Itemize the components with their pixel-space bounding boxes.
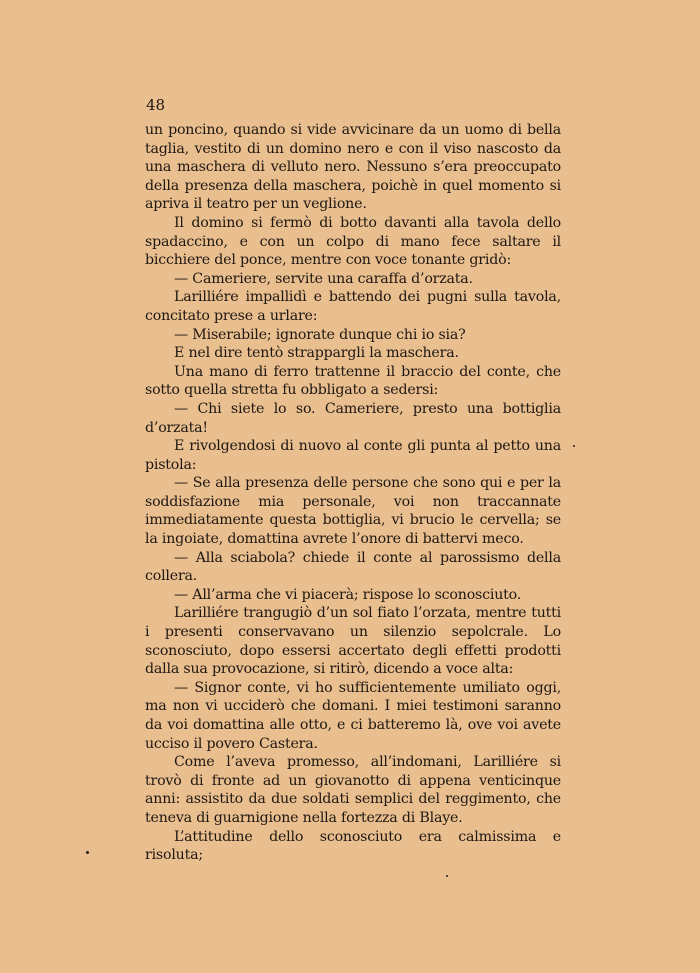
- paragraph: — Cameriere, servite una caraffa d’orzata.: [174, 270, 473, 287]
- paragraph: Una mano di ferro trattenne il braccio del conte, che sotto quella stretta fu obbligato a sedersi:: [145, 363, 561, 399]
- paragraph: — Chi siete lo so. Cameriere, presto una bottiglia d’orzata!: [145, 400, 561, 436]
- paragraph: — Miserabile; ignorate dunque chi io sia?: [174, 326, 466, 343]
- paragraph: Larilliére impallidì e battendo dei pugni sulla tavola, concitato prese a urlare:: [145, 289, 561, 324]
- paragraph: Larilliére trangugiò d’un sol fiato l’orzata, mentre tutti i presenti conservavano un silenzio sepolcrale. Lo sconosciuto, dopo essersi accertato degli effetti prodotti dalla sua provocazione, si ritirò, dicendo a voce alta:: [145, 605, 561, 678]
- print-speck: [86, 851, 89, 854]
- paragraph: un poncino, quando si vide avvicinare da un uomo di bella taglia, vestito di un domino nero e con il viso nascosto da una maschera di velluto nero. Nessuno s’era preoccupato della presenza della maschera, poichè in quel momento si apriva il teatro per un veglione.: [145, 122, 561, 213]
- paragraph: Il domino si fermò di botto davanti alla tavola dello spadaccino, e con un colpo di mano fece saltare il bicchiere del ponce, mentre con voce tonante gridò:: [145, 214, 561, 269]
- paragraph: L’attitudine dello sconosciuto era calmissima e risoluta;: [145, 828, 561, 864]
- paragraph: — Alla sciabola? chiede il conte al parossismo della collera.: [145, 549, 561, 585]
- paragraph: — All’arma che vi piacerà; rispose lo sconosciuto.: [174, 586, 522, 603]
- page-number: 48: [146, 96, 166, 114]
- paragraph: — Se alla presenza delle persone che sono qui e per la soddisfazione mia personale, voi non traccannate immediatamente questa bottiglia, vi brucio le cervella; se la ingoiate, domattina avrete l’onore di battervi meco.: [145, 475, 561, 548]
- print-speck: [446, 875, 448, 877]
- print-speck: [573, 445, 575, 447]
- paragraph: — Signor conte, vi ho sufficientemente umiliato oggi, ma non vi ucciderò che domani. I miei testimoni saranno da voi domattina alle otto, e ci batteremo là, ove voi avete ucciso il povero Castera.: [145, 679, 561, 752]
- paragraph: E nel dire tentò strappargli la maschera.: [174, 345, 459, 362]
- paragraph: Come l’aveva promesso, all’indomani, Larilliére si trovò di fronte ad un giovanotto di appena venticinque anni: assistito da due soldati semplici del reggimento, che teneva di guarnigione nella fortezza di Blaye.: [145, 754, 561, 826]
- paragraph: E rivolgendosi di nuovo al conte gli punta al petto una pistola:: [145, 438, 561, 473]
- body-text: [145, 121, 561, 865]
